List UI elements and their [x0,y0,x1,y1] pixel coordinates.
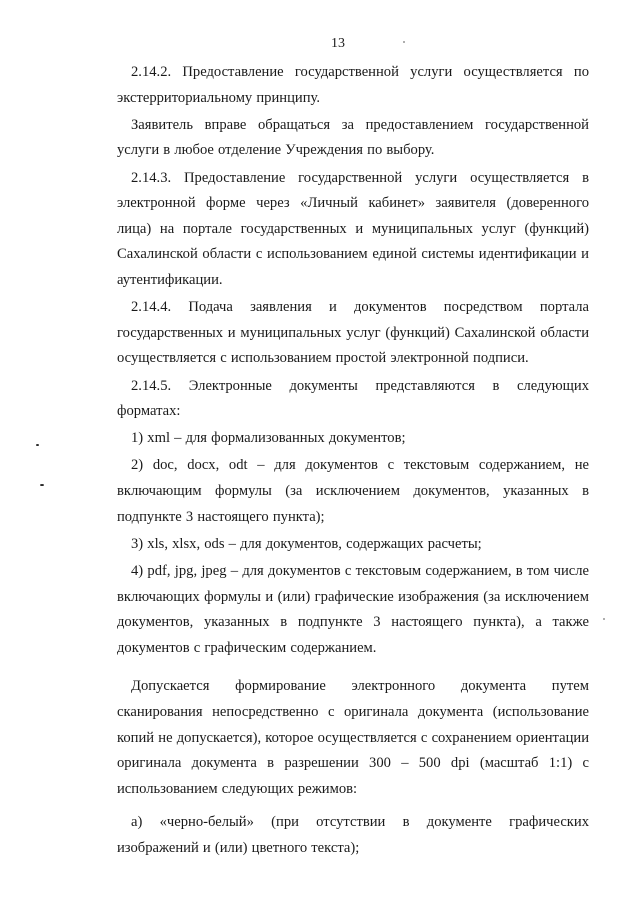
paragraph-2-14-3: 2.14.3. Предоставление государственной услуги осуществляется в электронной форме через «Личный кабинет» заявителя (доверенного лица) на портале государственных и муниципальных услуг (функций) Сахалинской области с использованием единой системы идентификации и аутентификации. [117,169,589,288]
paragraph-applicant-right: Заявитель вправе обращаться за предоставлением государственной услуги в любое отделение Учреждения по выбору. [117,116,589,159]
scan-speck [603,618,605,620]
paragraph-scanning: Допускается формирование электронного документа путем сканирования непосредственно с оригинала документа (использование копий не допускается), которое осуществляется с сохранением ориентации оригинала документа в разрешении 300 – 500 dpi (масштаб 1:1) с использованием следующих режимов: [117,678,589,797]
list-item-format-3: 3) xls, xlsx, ods – для документов, содержащих расчеты; [131,535,482,552]
list-item-format-2: 2) doc, docx, odt – для документов с текстовым содержанием, не включающим формулы (за исключением документов, указанных в подпункте 3 настоящего пункта); [117,457,589,525]
paragraph-2-14-4: 2.14.4. Подача заявления и документов посредством портала государственных и муниципальных услуг (функций) Сахалинской области осуществляется с использованием простой электронной подписи. [117,299,589,367]
scan-speck [36,444,39,446]
list-item-format-4: 4) pdf, jpg, jpeg – для документов с текстовым содержанием, в том числе включающих формулы и (или) графические изображения (за исключением документов, указанных в подпункте 3 настоящего пункта), а также документов с графическим содержанием. [117,563,589,656]
list-item-format-1: 1) xml – для формализованных документов; [131,430,406,447]
paragraph-2-14-5: 2.14.5. Электронные документы представляются в следующих форматах: [117,377,589,420]
list-item-mode-a: а) «черно-белый» (при отсутствии в документе графических изображений и (или) цветного текста); [117,814,589,856]
scan-speck [403,41,405,43]
paragraph-2-14-2: 2.14.2. Предоставление государственной услуги осуществляется по экстерриториальному принципу. [117,64,589,106]
scan-speck [40,484,44,486]
document-body [117,60,589,863]
page-number: 13 [331,36,345,51]
